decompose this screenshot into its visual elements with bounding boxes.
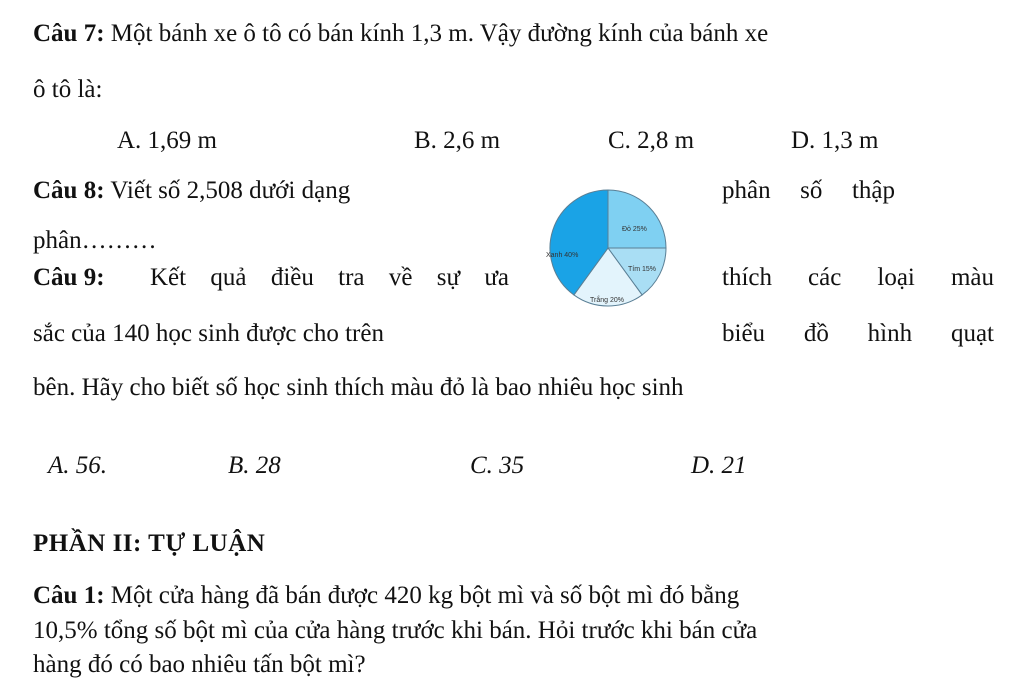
pie-slice-label: Trắng 20% — [590, 297, 624, 304]
part2-heading: PHẦN II: TỰ LUẬN — [33, 530, 266, 557]
q8-word: thập — [851, 177, 895, 204]
q7-option-d: D. 1,3 m — [791, 127, 879, 154]
q9-option-d: D. 21 — [691, 452, 747, 479]
q9-word: loại — [877, 264, 915, 291]
q9-word: ưa — [484, 264, 509, 291]
q9-word: quạt — [950, 320, 994, 347]
q9-word: điều — [270, 264, 314, 291]
q1-line1 — [33, 582, 739, 610]
q9-word: quả — [210, 264, 247, 291]
q9-option-b: B. 28 — [228, 452, 281, 479]
pie-slice-label: Đỏ 25% — [622, 226, 647, 233]
q1-text-line3: hàng đó có bao nhiêu tấn bột mì? — [33, 651, 366, 678]
q9-line1-right — [722, 264, 994, 292]
q8-word: số — [800, 177, 823, 204]
q9-word: về — [388, 264, 413, 291]
q9-word: Kết — [150, 264, 187, 291]
q9-option-c: C. 35 — [470, 452, 525, 479]
pie-chart — [530, 186, 710, 326]
q9-label-text: Câu 9: — [33, 264, 105, 291]
q9-word: màu — [950, 264, 994, 291]
q1-text-line1: Một cửa hàng đã bán được 420 kg bột mì và số bột mì đó bằng — [110, 582, 740, 609]
pie-slice — [608, 190, 666, 248]
q7-option-c: C. 2,8 m — [608, 127, 695, 154]
q7-label: Câu 7: — [33, 20, 105, 47]
q9-line3: bên. Hãy cho biết số học sinh thích màu đỏ là bao nhiêu học sinh — [33, 374, 684, 401]
q9-word: thích — [722, 264, 772, 291]
q1-label: Câu 1: — [33, 582, 105, 609]
q9-word: biểu — [722, 320, 766, 347]
q8-text-line2: phân……… — [33, 227, 157, 254]
q8-text-left: Viết số 2,508 dưới dạng — [110, 177, 351, 204]
q9-word: sự — [436, 264, 461, 291]
q7-line1 — [33, 20, 768, 48]
pie-slice-label: Tím 15% — [628, 266, 657, 273]
q8-text-right — [722, 177, 895, 205]
q7-option-a: A. 1,69 m — [117, 127, 217, 154]
q9-line1-left — [150, 264, 509, 292]
q8-line1 — [33, 177, 350, 205]
pie-slice-label: Xanh 40% — [546, 252, 579, 259]
q8-label: Câu 8: — [33, 177, 105, 204]
q1-text-line2: 10,5% tổng số bột mì của cửa hàng trước khi bán. Hỏi trước khi bán cửa — [33, 617, 758, 644]
q9-line2-left: sắc của 140 học sinh được cho trên — [33, 320, 384, 347]
q9-word: tra — [338, 264, 365, 291]
q7-text-line1: Một bánh xe ô tô có bán kính 1,3 m. Vậy đường kính của bánh xe — [110, 20, 769, 47]
q9-word: đồ — [803, 320, 829, 347]
q9-option-a: A. 56. — [48, 452, 108, 479]
q9-line2-right — [722, 320, 994, 348]
q9-label — [33, 264, 105, 292]
q9-word: các — [808, 264, 842, 291]
q7-option-b: B. 2,6 m — [414, 127, 501, 154]
q8-word: phân — [722, 177, 771, 204]
q7-text-line2: ô tô là: — [33, 76, 103, 103]
q9-word: hình — [867, 320, 913, 347]
